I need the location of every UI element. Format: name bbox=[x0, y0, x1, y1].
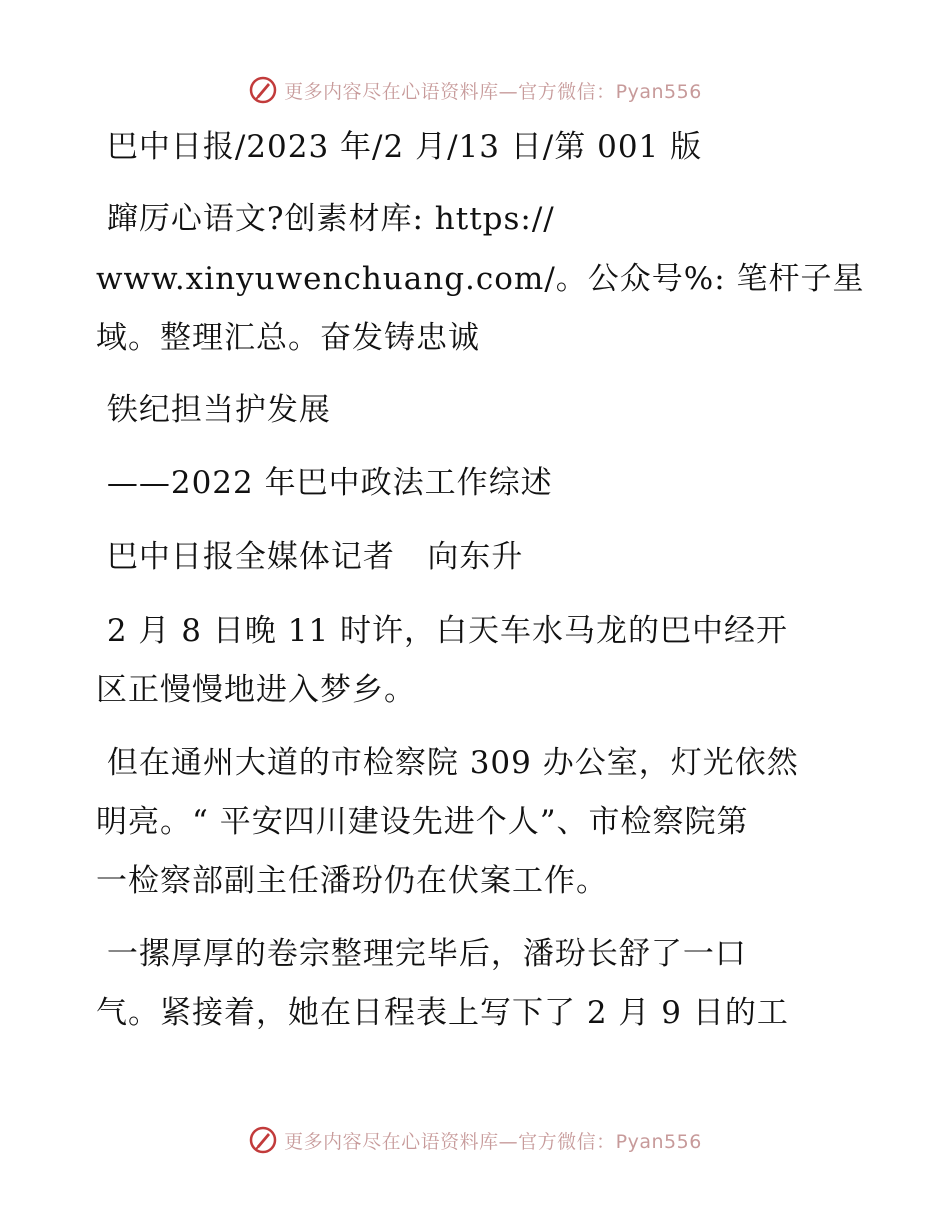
doc-line-11: 明亮。“ 平安四川建设先进个人”、市检察院第 bbox=[96, 804, 749, 840]
quill-logo-icon bbox=[248, 1125, 278, 1155]
doc-line-2: 蹿厉心语文?创素材库: https:// bbox=[96, 201, 555, 237]
doc-line-9: 区正慢慢地进入梦乡。 bbox=[96, 672, 416, 708]
doc-line-byline: 巴中日报全媒体记者 向东升 bbox=[96, 539, 524, 575]
footer-watermark-text: 更多内容尽在心语资料库—官方微信：Pyan556 bbox=[284, 1130, 702, 1153]
doc-line-14: 气。紧接着，她在日程表上写下了 2 月 9 日的工 bbox=[96, 995, 789, 1031]
doc-line-headline: 铁纪担当护发展 bbox=[96, 392, 331, 428]
doc-line-3: www.xinyuwenchuang.com/。公众号%: 笔杆子星 bbox=[96, 261, 865, 297]
quill-logo-icon bbox=[248, 75, 278, 105]
doc-line-12: 一检察部副主任潘玢仍在伏案工作。 bbox=[96, 863, 608, 899]
header-watermark-text: 更多内容尽在心语资料库—官方微信：Pyan556 bbox=[284, 80, 702, 103]
doc-line-13: 一摞厚厚的卷宗整理完毕后，潘玢长舒了一口 bbox=[96, 936, 747, 972]
doc-line-4: 域。整理汇总。奋发铸忠诚 bbox=[96, 320, 480, 356]
footer-watermark-banner bbox=[0, 1120, 950, 1160]
doc-line-source: 巴中日报/2023 年/2 月/13 日/第 001 版 bbox=[96, 129, 703, 165]
doc-line-10: 但在通州大道的市检察院 309 办公室，灯光依然 bbox=[96, 745, 799, 781]
doc-line-8: 2 月 8 日晚 11 时许，白天车水马龙的巴中经开 bbox=[96, 613, 789, 649]
header-watermark-banner bbox=[0, 70, 950, 110]
doc-line-subtitle: ——2022 年巴中政法工作综述 bbox=[96, 465, 553, 501]
